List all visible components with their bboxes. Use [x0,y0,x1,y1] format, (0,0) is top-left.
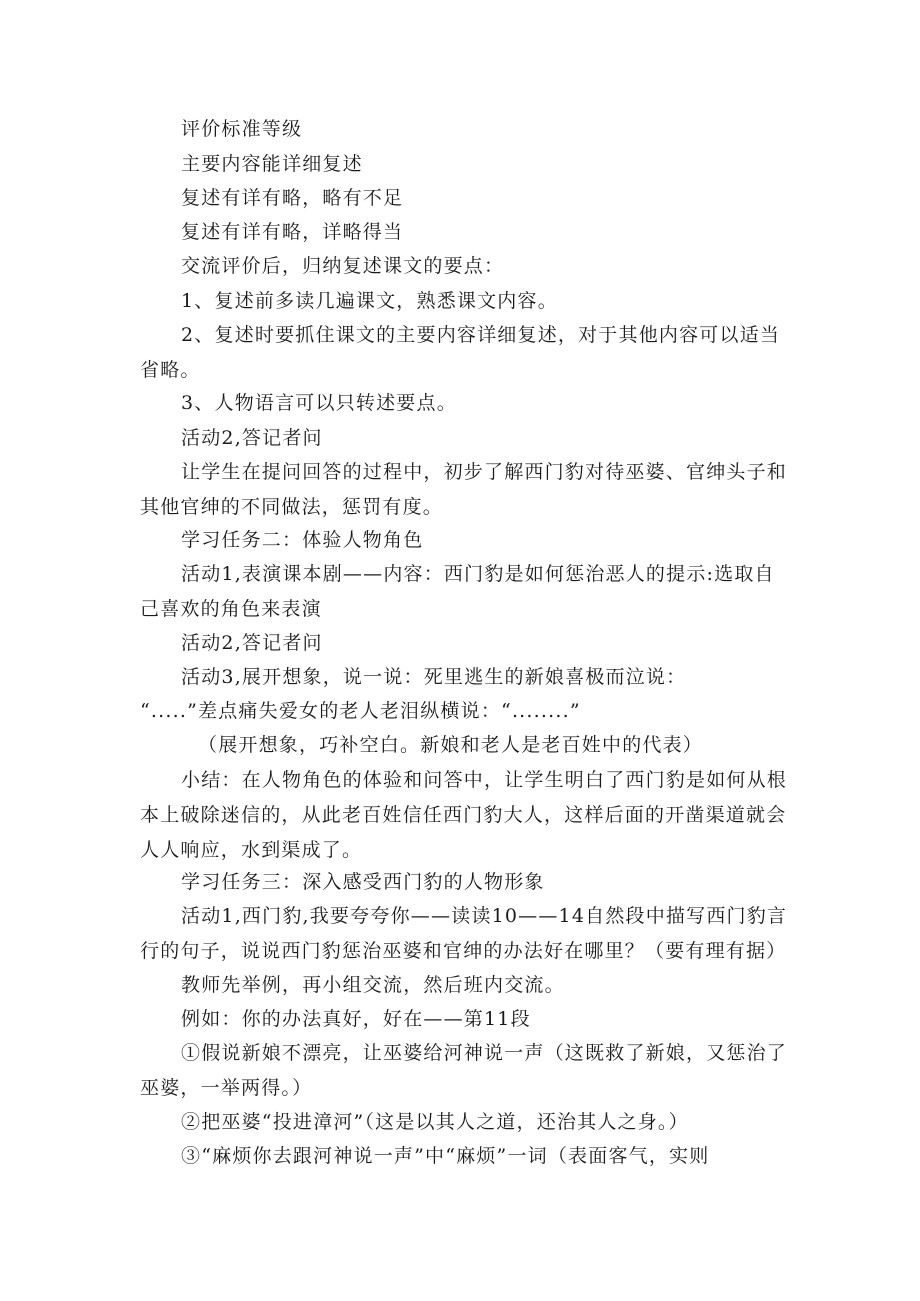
paragraph-6: 1、复述前多读几遍课文，熟悉课文内容。 [181,290,558,312]
paragraph-12: 活动1,表演课本剧——内容：西门豹是如何惩治恶人的提示:选取自己喜欢的角色来表演 [140,563,775,620]
paragraph-8: 3、人物语言可以只转述要点。 [181,392,457,414]
paragraph-13: 活动2,答记者问 [181,632,323,654]
paragraph-5: 交流评价后，归纳复述课文的要点： [181,255,505,277]
paragraph-15: “.....”差点痛失爱女的老人老泪纵横说：“........” [140,700,581,722]
paragraph-2: 主要内容能详细复述 [181,153,363,175]
paragraph-11: 学习任务二：体验人物角色 [181,529,424,551]
paragraph-17: 小结：在人物角色的体验和问答中，让学生明白了西门豹是如何从根本上破除迷信的，从此老百姓信任西门豹大人，这样后面的开凿渠道就会人人响应，水到渠成了。 [140,769,788,861]
paragraph-19: 活动1,西门豹,我要夸夸你——读读10——14自然段中描写西门豹言行的句子，说说西门豹惩治巫婆和官绅的办法好在哪里？（要有理有据） [140,905,788,962]
paragraph-1: 评价标准等级 [181,118,303,140]
paragraph-14: 活动3,展开想象，说一说：死里逃生的新娘喜极而泣说： [181,666,687,688]
paragraph-21: 例如：你的办法真好，好在——第11段 [181,1008,531,1030]
paragraph-4: 复述有详有略，详略得当 [181,221,404,243]
paragraph-9: 活动2,答记者问 [181,427,323,449]
paragraph-10: 让学生在提问回答的过程中，初步了解西门豹对待巫婆、官绅头子和其他官绅的不同做法，惩罚有度。 [140,461,788,518]
paragraph-20: 教师先举例，再小组交流，然后班内交流。 [181,974,565,996]
paragraph-24: ③“麻烦你去跟河神说一声”中“麻烦”一词（表面客气，实则 [181,1145,710,1167]
paragraph-18: 学习任务三：深入感受西门豹的人物形象 [181,871,545,893]
paragraph-16: （展开想象，巧补空白。新娘和老人是老百姓中的代表） [198,734,704,756]
paragraph-23: ②把巫婆“投进漳河”（这是以其人之道，还治其人之身。） [181,1111,689,1133]
paragraph-7: 2、复述时要抓住课文的主要内容详细复述，对于其他内容可以适当省略。 [140,324,781,381]
paragraph-22: ①假说新娘不漂亮，让巫婆给河神说一声（这既救了新娘，又惩治了巫婆，一举两得。） [140,1042,788,1099]
paragraph-3: 复述有详有略，略有不足 [181,187,404,209]
